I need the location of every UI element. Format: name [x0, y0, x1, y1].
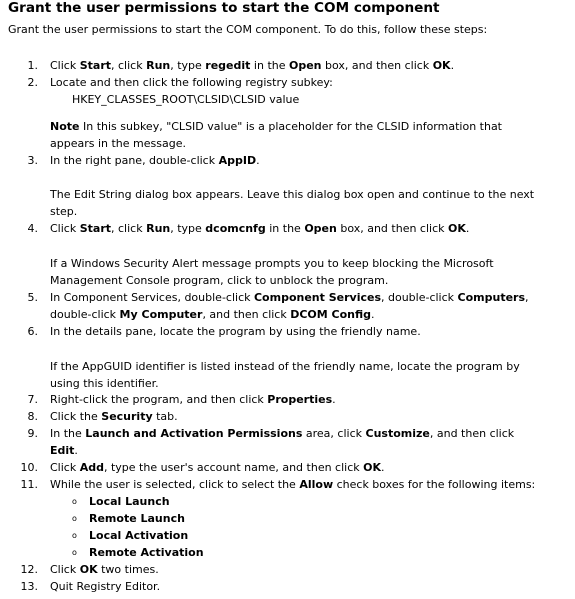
registry-subkey: HKEY_CLASSES_ROOT\CLSID\CLSID value: [72, 93, 300, 106]
bullet-icon: o: [72, 497, 77, 506]
step-number: 7.: [27, 393, 38, 406]
step-text: In the details pane, locate the program by using the friendly name.: [50, 325, 421, 338]
note-paragraph: Note In this subkey, "CLSID value" is a placeholder for the CLSID information that appears in the message.: [50, 120, 502, 150]
step-text: Click Start, click Run, type dcomcnfg in the Open box, and then click OK.: [50, 222, 470, 235]
step-number: 9.: [27, 427, 38, 440]
step-text: Quit Registry Editor.: [50, 580, 161, 593]
step-number: 3.: [27, 154, 38, 167]
step-number: 2.: [27, 76, 38, 89]
step-text: Click OK two times.: [50, 563, 159, 576]
step-paragraph: The Edit String dialog box appears. Leave this dialog box open and continue to the next step.: [50, 188, 535, 218]
step-text: In the Launch and Activation Permissions area, click Customize, and then click Edit.: [50, 427, 515, 457]
intro-text: Grant the user permissions to start the COM component. To do this, follow these steps:: [8, 23, 488, 36]
step-text: While the user is selected, click to select the Allow check boxes for the following items:: [50, 478, 536, 491]
step-number: 5.: [27, 291, 38, 304]
step-number: 13.: [20, 580, 38, 593]
step-number: 6.: [27, 325, 38, 338]
bullet-icon: o: [72, 548, 77, 557]
step-number: 1.: [27, 59, 38, 72]
step-text: In the right pane, double-click AppID.: [50, 154, 260, 167]
bullet-icon: o: [72, 531, 77, 540]
step-text: Locate and then click the following registry subkey:: [50, 76, 333, 89]
step-text: Click Start, click Run, type regedit in the Open box, and then click OK.: [50, 59, 455, 72]
step-paragraph: If a Windows Security Alert message prompts you to keep blocking the Microsoft Management Console program, click to unblock the program.: [50, 257, 494, 287]
step-number: 8.: [27, 410, 38, 423]
step-number: 12.: [20, 563, 38, 576]
step-number: 4.: [27, 222, 38, 235]
step-text: Click the Security tab.: [50, 410, 178, 423]
step-text: Click Add, type the user's account name, and then click OK.: [50, 461, 385, 474]
section-heading: Grant the user permissions to start the COM component: [8, 0, 440, 16]
sub-list-item: Remote Launch: [89, 512, 185, 525]
step-number: 10.: [20, 461, 38, 474]
sub-list-item: Local Activation: [89, 529, 189, 542]
sub-list-item: Local Launch: [89, 495, 170, 508]
bullet-icon: o: [72, 514, 77, 523]
step-text: In Component Services, double-click Component Services, double-click Computers, double-click My Computer, and then click DCOM Config.: [50, 291, 529, 321]
step-paragraph: If the AppGUID identifier is listed instead of the friendly name, locate the program by using this identifier.: [50, 360, 520, 390]
step-number: 11.: [20, 478, 38, 491]
sub-list-item: Remote Activation: [89, 546, 204, 559]
step-text: Right-click the program, and then click Properties.: [50, 393, 336, 406]
